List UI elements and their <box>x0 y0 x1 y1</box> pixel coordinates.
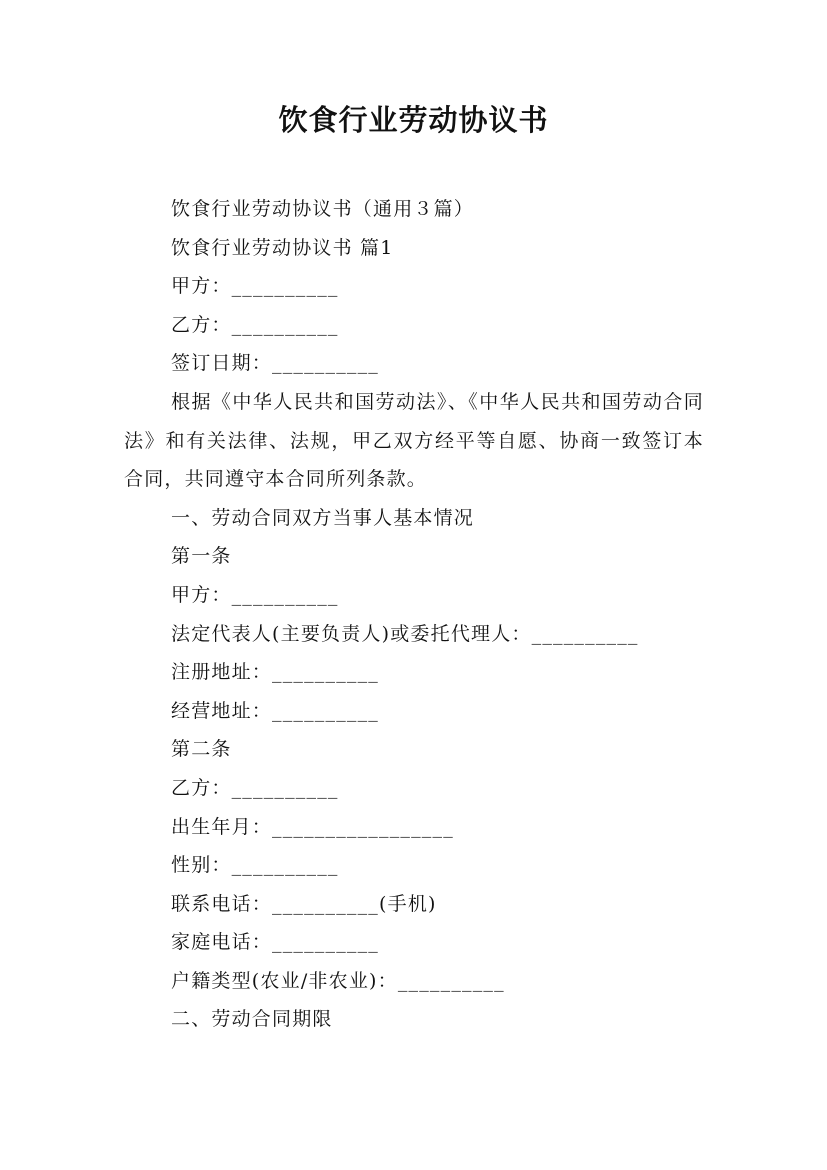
business-address-field: 经营地址：__________ <box>171 699 380 722</box>
gender-field: 性别：__________ <box>171 854 339 877</box>
party-b-line: 乙方：__________ <box>171 313 339 336</box>
home-phone-field: 家庭电话：__________ <box>171 931 380 954</box>
subtitle-line: 饮食行业劳动协议书（通用３篇） <box>171 198 475 220</box>
article-one: 第一条 <box>171 545 232 568</box>
section-heading: 饮食行业劳动协议书 篇1 <box>171 236 394 259</box>
sign-date-line: 签订日期：__________ <box>171 352 380 375</box>
section-heading-basic-info: 一、劳动合同双方当事人基本情况 <box>171 506 475 529</box>
party-b-field: 乙方：__________ <box>171 776 339 799</box>
legal-representative-field: 法定代表人(主要负责人)或委托代理人：__________ <box>171 622 639 645</box>
document-body <box>124 190 704 1039</box>
birth-date-field: 出生年月：_________________ <box>171 815 454 838</box>
intro-paragraph: 根据《中华人民共和国劳动法》、《中华人民共和国劳动合同法》和有关法律、法规，甲乙双方经平等自愿、协商一致签订本合同，共同遵守本合同所列条款。 <box>124 390 704 491</box>
registered-address-field: 注册地址：__________ <box>171 661 380 684</box>
section-heading-contract-term: 二、劳动合同期限 <box>171 1008 333 1031</box>
household-type-field: 户籍类型(农业/非农业)：__________ <box>171 969 505 992</box>
phone-field: 联系电话：__________(手机) <box>171 892 437 915</box>
document-title: 饮食行业劳动协议书 <box>278 103 549 137</box>
party-a-line: 甲方：__________ <box>171 275 339 298</box>
article-two: 第二条 <box>171 738 232 761</box>
party-a-field: 甲方：__________ <box>171 583 339 606</box>
